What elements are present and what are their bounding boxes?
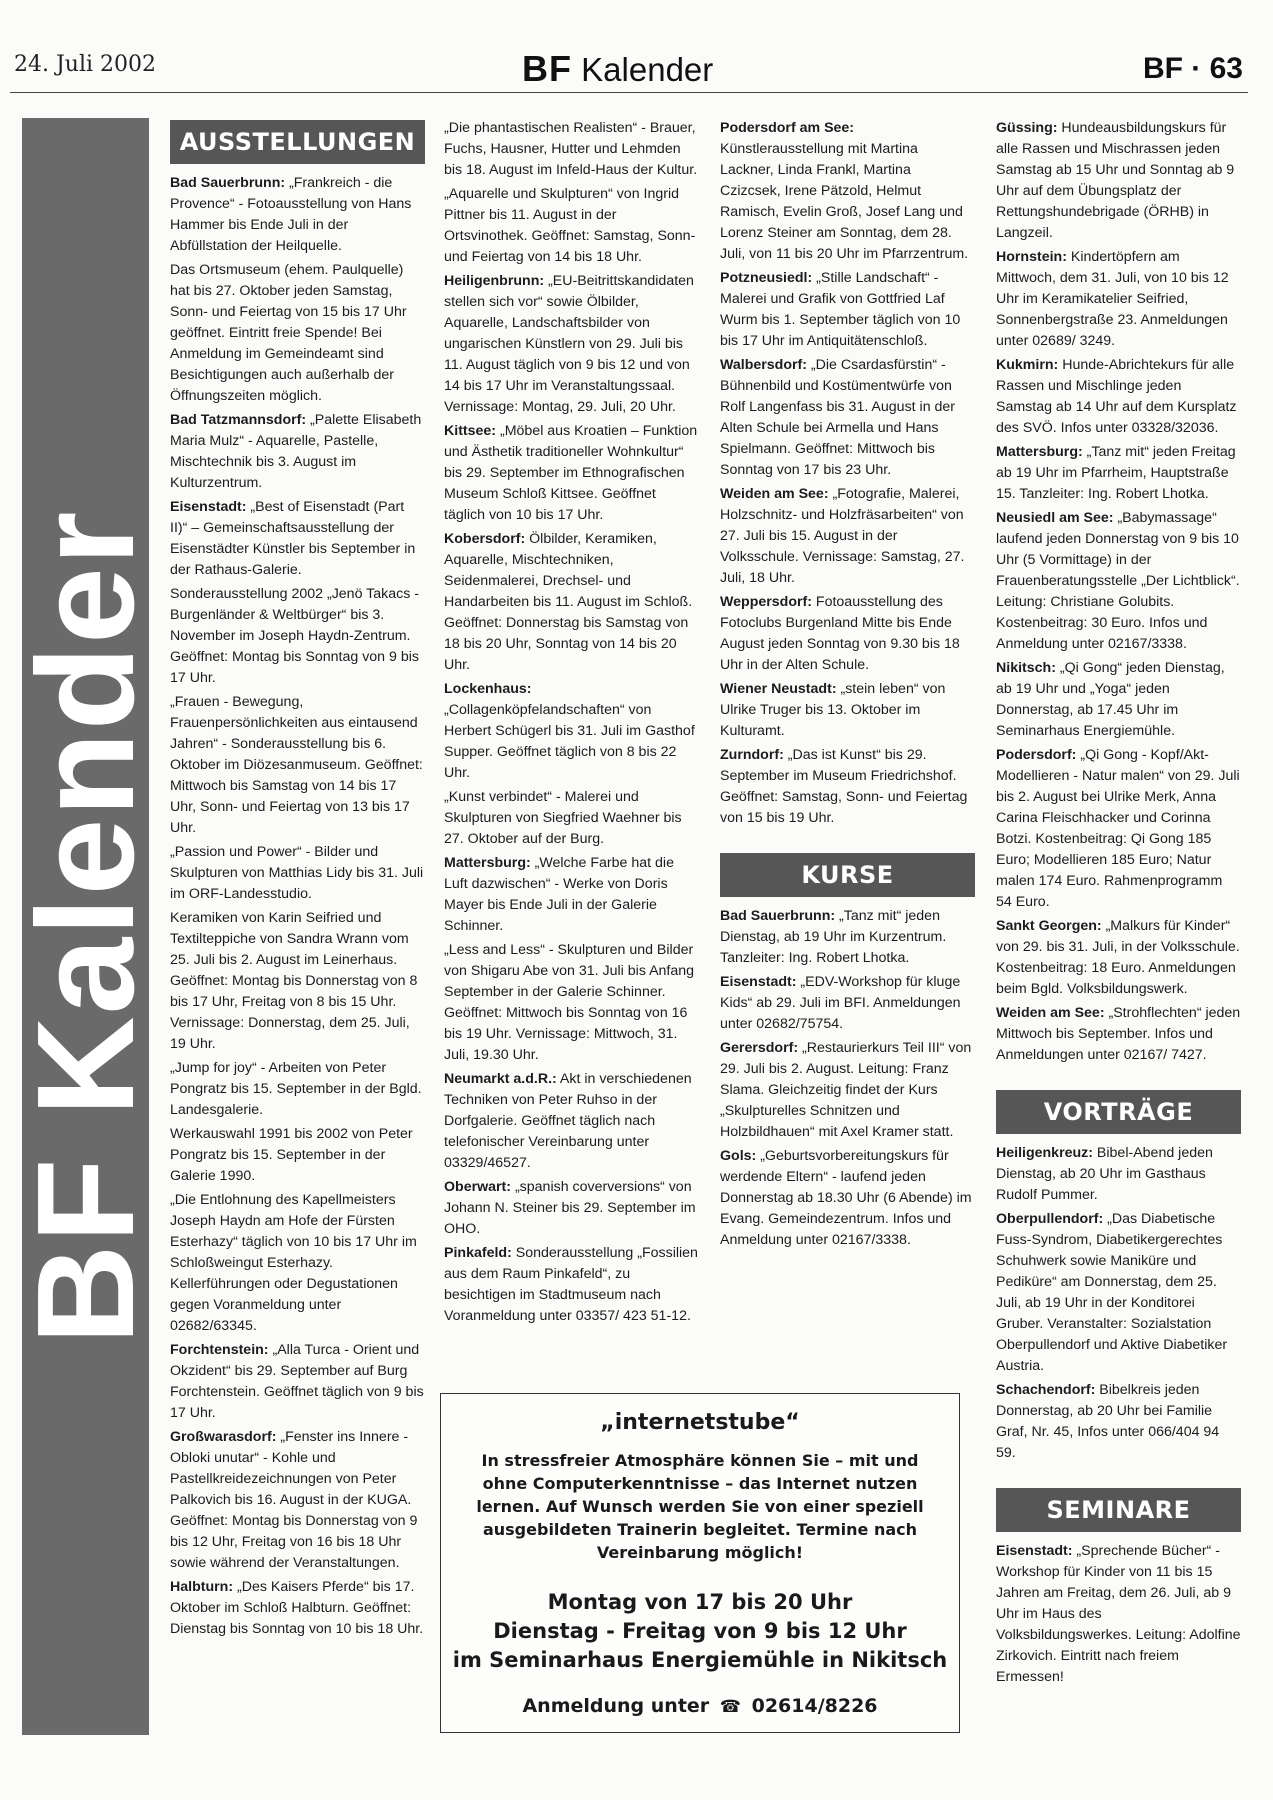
entry-place: Hornstein: <box>996 249 1067 265</box>
entry-place: Güssing: <box>996 120 1058 136</box>
page-number: BF · 63 <box>1142 52 1243 85</box>
entry-text: Das Ortsmuseum (ehem. Paulquelle) hat bis 27. Oktober jeden Samstag, Sonn- und Feiertag von 15 bis 17 Uhr geöffnet. Eintritt freie Spende! Bei Anmeldung im Gemeindeamt sind Besichtigungen auch außerhalb der Öffnungszeiten möglich. <box>170 262 407 404</box>
ad-time-line: Dienstag - Freitag von 9 bis 12 Uhr <box>493 1619 907 1643</box>
entry-place: Eisenstadt: <box>720 974 797 990</box>
entry-text: Bibel-Abend jeden Dienstag, ab 20 Uhr im Gasthaus Rudolf Pummer. <box>996 1145 1213 1203</box>
calendar-entry <box>996 1143 1241 1206</box>
entry-text: „Aquarelle und Skulpturen“ von Ingrid Pittner bis 11. August in der Ortsvinothek. Geöffnet: Samstag, Sonn- und Feiertag von 14 bis 18 Uhr. <box>444 186 696 265</box>
entry-text: „Restaurierkurs Teil III“ von 29. Juli bis 2. August. Leitung: Franz Slama. Gleichzeitig findet der Kurs „Skulpturelles Schnitzen und Holzbildhauen“ mit Axel Kramer statt. <box>720 1040 972 1140</box>
entry-place: Mattersburg: <box>996 444 1083 460</box>
entry-place: Weiden am See: <box>996 1005 1105 1021</box>
ad-phone-number: 02614/8226 <box>751 1695 878 1717</box>
entry-text: „Best of Eisenstadt (Part II)“ – Gemeinschaftsausstellung der Eisenstädter Künstler bis September in der Rathaus-Galerie. <box>170 499 416 578</box>
entry-place: Halbturn: <box>170 1579 234 1595</box>
calendar-entry <box>996 1380 1241 1464</box>
entry-place: Nikitsch: <box>996 660 1056 676</box>
entry-place: Gerersdorf: <box>720 1040 799 1056</box>
calendar-entry <box>444 787 699 850</box>
entry-place: Eisenstadt: <box>170 499 247 515</box>
calendar-entry <box>996 247 1241 352</box>
entry-text: „Malkurs für Kinder“ von 29. bis 31. Juli, in der Volksschule. Kostenbeitrag: 18 Euro. Anmeldungen beim Bgld. Volksbildungswerk. <box>996 918 1240 997</box>
telephone-icon: ☎ <box>719 1697 741 1717</box>
entry-text: „Jump for joy“ - Arbeiten von Peter Pongratz bis 15. September in der Bgld. Landesgalerie. <box>170 1060 422 1118</box>
calendar-entry <box>996 118 1241 244</box>
calendar-entry <box>170 1340 425 1424</box>
entry-text: Bibelkreis jeden Donnerstag, ab 20 Uhr bei Familie Graf, Nr. 45, Infos unter 066/404 94 59. <box>996 1382 1220 1461</box>
entry-place: Lockenhaus: <box>444 681 532 697</box>
entry-text: „Des Kaisers Pferde“ bis 17. Oktober im Schloß Halbturn. Geöffnet: Dienstag bis Sonntag von 10 bis 18 Uhr. <box>170 1579 424 1637</box>
entry-place: Heiligenbrunn: <box>444 273 545 289</box>
entry-text: Hunde-Abrichtekurs für alle Rassen und Mischlinge jeden Samstag ab 14 Uhr auf dem Kursplatz des SVÖ. Infos unter 03328/32036. <box>996 357 1237 436</box>
calendar-entry <box>996 658 1241 742</box>
calendar-entry <box>170 260 425 407</box>
entry-text: „Alla Turca - Orient und Okzident“ bis 29. September auf Burg Forchtenstein. Geöffnet täglich von 9 bis 17 Uhr. <box>170 1342 424 1421</box>
column-4 <box>996 118 1241 1691</box>
entry-place: Sankt Georgen: <box>996 918 1102 934</box>
calendar-entry <box>996 442 1241 505</box>
calendar-entry <box>720 268 975 352</box>
entry-text: „Less and Less“ - Skulpturen und Bilder von Shigaru Abe von 31. Juli bis Anfang September in der Galerie Schinner. Geöffnet: Mittwoch bis Sonntag von 16 bis 19 Uhr. Vernissage: Mittwoch, 31. Juli, 19.30 Uhr. <box>444 942 695 1063</box>
entry-text: Künstlerausstellung mit Martina Lackner, Linda Frankl, Martina Czizcsek, Irene Pätzold, Helmut Ramisch, Evelin Groß, Josef Lang und Lorenz Steiner am Sonntag, dem 28. Juli, von 11 bis 20 Uhr im Pfarrzentrum. <box>720 141 969 262</box>
calendar-entry <box>444 118 699 181</box>
entry-place: Oberwart: <box>444 1179 512 1195</box>
entry-text: „Die phantastischen Realisten“ - Brauer, Fuchs, Hausner, Hutter und Lehmden bis 18. August im Infeld-Haus der Kultur. <box>444 120 698 178</box>
entry-place: Kobersdorf: <box>444 531 526 547</box>
calendar-entry <box>996 1209 1241 1377</box>
calendar-entry <box>720 118 975 265</box>
entry-text: Sonderausstellung 2002 „Jenö Takacs - Burgenländer & Weltbürger“ bis 3. November im Joseph Haydn-Zentrum. Geöffnet: Montag bis Sonntag von 9 bis 17 Uhr. <box>170 586 419 686</box>
calendar-entry <box>444 853 699 937</box>
calendar-entry <box>996 916 1241 1000</box>
section-header-title <box>522 48 713 90</box>
calendar-entry <box>720 484 975 589</box>
calendar-entry <box>720 679 975 742</box>
entry-text: „EDV-Workshop für kluge Kids“ ab 29. Juli im BFI. Anmeldungen unter 02682/75754. <box>720 974 961 1032</box>
entry-text: „Sprechende Bücher“ - Workshop für Kinder von 11 bis 15 Jahren am Freitag, dem 26. Juli, ab 9 Uhr im Haus des Volksbildungswerkes. Leitung: Adolfine Zirkovich. Eintritt nach freiem Ermessen! <box>996 1543 1241 1685</box>
entry-text: „EU-Beitrittskandidaten stellen sich vor“ sowie Ölbilder, Aquarelle, Landschaftsbilder von ungarischen Künstlern von 29. Juli bis 11. August täglich von 9 bis 12 und von 14 bis 17 Uhr im Veranstaltungssaal. Vernissage: Montag, 29. Juli, 20 Uhr. <box>444 273 694 415</box>
ad-times <box>441 1588 959 1675</box>
entry-list-col3-kurse <box>720 906 975 1251</box>
calendar-entry <box>720 1038 975 1143</box>
calendar-entry <box>996 1003 1241 1066</box>
calendar-entry <box>170 1058 425 1121</box>
entry-place: Oberpullendorf: <box>996 1211 1104 1227</box>
entry-text: Keramiken von Karin Seifried und Textilteppiche von Sandra Wrann vom 25. Juli bis 2. August im Leinerhaus. Geöffnet: Montag bis Donnerstag von 8 bis 17 Uhr, Freitag von 8 bis 15 Uhr. Vernissage: Donnerstag, dem 25. Juli, 19 Uhr. <box>170 910 418 1052</box>
calendar-entry <box>444 421 699 526</box>
ad-time-line: Montag von 17 bis 20 Uhr <box>547 1590 853 1614</box>
calendar-entry <box>444 679 699 784</box>
calendar-entry <box>170 692 425 839</box>
section-title-seminare: SEMINARE <box>996 1488 1241 1532</box>
entry-place: Bad Sauerbrunn: <box>720 908 836 924</box>
entry-text: „Strohflechten“ jeden Mittwoch bis September. Infos und Anmeldungen unter 02167/ 7427. <box>996 1005 1241 1063</box>
ad-phone <box>441 1695 959 1717</box>
entry-text: Ölbilder, Keramiken, Aquarelle, Mischtechniken, Seidenmalerei, Drechsel- und Handarbeiten bis 11. August im Schloß. Geöffnet: Donnerstag bis Samstag von 18 bis 20 Uhr, Sonntag von 14 bis 20 Uhr. <box>444 531 693 673</box>
issue-date: 24. Juli 2002 <box>14 52 157 77</box>
entry-place: Kukmirn: <box>996 357 1059 373</box>
entry-place: Walbersdorf: <box>720 357 807 373</box>
sidebar-banner <box>8 118 163 1735</box>
entry-place: Eisenstadt: <box>996 1543 1073 1559</box>
column-1 <box>170 118 425 1643</box>
calendar-entry <box>170 1190 425 1337</box>
calendar-entry <box>720 592 975 676</box>
entry-text: „Qi Gong“ jeden Dienstag, ab 19 Uhr und „Yoga“ jeden Donnerstag, ab 17.45 Uhr im Seminarhaus Energiemühle. <box>996 660 1225 739</box>
calendar-entry <box>996 745 1241 913</box>
entry-place: Potzneusiedl: <box>720 270 813 286</box>
entry-text: „Qi Gong - Kopf/Akt-Modellieren - Natur malen“ von 29. Juli bis 2. August bei Ulrike Merk, Anna Carina Fleischhacker und Corinna Botzi. Kostenbeitrag: Qi Gong 185 Euro; Modellieren 185 Euro; Natur malen 174 Euro. Rahmenprogramm 54 Euro. <box>996 747 1240 910</box>
calendar-entry <box>444 1243 699 1327</box>
calendar-entry <box>170 1427 425 1574</box>
calendar-entry <box>444 1069 699 1174</box>
ad-phone-label: Anmeldung unter <box>522 1695 710 1717</box>
entry-text: Hundeausbildungskurs für alle Rassen und Mischrassen jeden Samstag ab 15 Uhr und Sonntag ab 9 Uhr auf dem Übungsplatz der Rettungshundebrigade (ÖRHB) in Langzeil. <box>996 120 1235 241</box>
entry-place: Zurndorf: <box>720 747 784 763</box>
calendar-entry <box>444 529 699 676</box>
ad-time-line: im Seminarhaus Energiemühle in Nikitsch <box>452 1648 948 1672</box>
entry-place: Großwarasdorf: <box>170 1429 277 1445</box>
entry-place: Podersdorf: <box>996 747 1077 763</box>
entry-text: „Fotografie, Malerei, Holzschnitz- und Holzfräsarbeiten“ von 27. Juli bis 15. August in der Volksschule. Vernissage: Samstag, 27. Juli, 18 Uhr. <box>720 486 965 586</box>
section-title-ausstellungen: AUSSTELLUNGEN <box>170 120 425 164</box>
header-rule <box>10 92 1248 93</box>
entry-text: „Geburtsvorbereitungskurs für werdende Eltern“ - laufend jeden Donnerstag ab 18.30 Uhr (6 Abende) im Evang. Gemeindezentrum. Infos und Anmeldung unter 02167/3338. <box>720 1148 972 1248</box>
entry-text: „Welche Farbe hat die Luft dazwischen“ - Werke von Doris Mayer bis Ende Juli in der Galerie Schinner. <box>444 855 674 934</box>
entry-place: Podersdorf am See: <box>720 120 855 136</box>
entry-place: Gols: <box>720 1148 757 1164</box>
entry-text: „Tanz mit“ jeden Freitag ab 19 Uhr im Pfarrheim, Hauptstraße 15. Tanzleiter: Ing. Robert Lhotka. <box>996 444 1236 502</box>
entry-text: „Das ist Kunst“ bis 29. September im Museum Friedrichshof. Geöffnet: Samstag, Sonn- und Feiertag von 15 bis 19 Uhr. <box>720 747 968 826</box>
entry-place: Kittsee: <box>444 423 497 439</box>
entry-text: „Frankreich - die Provence“ - Fotoausstellung von Hans Hammer bis Ende Juli in der Abfüllstation der Heilquelle. <box>170 175 412 254</box>
entry-place: Weiden am See: <box>720 486 829 502</box>
calendar-entry <box>720 906 975 969</box>
entry-text: „stein leben“ von Ulrike Truger bis 13. Oktober im Kulturamt. <box>720 681 946 739</box>
entry-place: Heiligenkreuz: <box>996 1145 1093 1161</box>
calendar-entry <box>170 842 425 905</box>
entry-place: Schachendorf: <box>996 1382 1096 1398</box>
column-2 <box>444 118 699 1330</box>
bf-logo: BF <box>522 48 572 89</box>
section-header-word: Kalender <box>581 51 714 88</box>
calendar-entry <box>170 1124 425 1187</box>
calendar-entry <box>720 1146 975 1251</box>
calendar-entry <box>170 584 425 689</box>
calendar-entry <box>444 940 699 1066</box>
entry-place: Bad Tatzmannsdorf: <box>170 412 307 428</box>
entry-place: Pinkafeld: <box>444 1245 512 1261</box>
entry-place: Neumarkt a.d.R.: <box>444 1071 557 1087</box>
calendar-entry <box>996 508 1241 655</box>
entry-text: Akt in verschiedenen Techniken von Peter Ruhso in der Dorfgalerie. Geöffnet täglich nach telefonischer Vereinbarung unter 03329/46527. <box>444 1071 692 1171</box>
entry-list-col1 <box>170 173 425 1640</box>
entry-list-col2 <box>444 118 699 1327</box>
calendar-entry <box>444 271 699 418</box>
ad-body: In stressfreier Atmosphäre können Sie – mit und ohne Computerkenntnisse – das Internet nutzen lernen. Auf Wunsch werden Sie von einer speziell ausgebildeten Trainerin begleitet. Termine nach Vereinbarung möglich! <box>476 1451 924 1562</box>
entry-text: „Stille Landschaft“ - Malerei und Grafik von Gottfried Laf Wurm bis 1. September täglich von 10 bis 17 Uhr im Antiquitätenschloß. <box>720 270 961 349</box>
entry-text: „Möbel aus Kroatien – Funktion und Ästhetik traditioneller Wohnkultur“ bis 29. September im Ethnografischen Museum Schloß Kittsee. Geöffnet täglich von 10 bis 17 Uhr. <box>444 423 698 523</box>
entry-text: „Das Diabetische Fuss-Syndrom, Diabetikergerechtes Schuhwerk sowie Maniküre und Pediküre“ am Donnerstag, dem 25. Juli, ab 19 Uhr in der Konditorei Gruber. Veranstalter: Sozialstation Oberpullendorf und Aktive Diabetiker Austria. <box>996 1211 1228 1374</box>
entry-place: Neusiedl am See: <box>996 510 1114 526</box>
entry-text: „Fenster ins Innere - Obloki unutar“ - Kohle und Pastellkreidezeichnungen von Peter Palkovich bis 16. August in der KUGA. Geöffnet: Montag bis Donnerstag von 9 bis 12 Uhr, Freitag von 16 bis 18 Uhr sowie während der Veranstaltungen. <box>170 1429 418 1571</box>
internetstube-ad-box <box>440 1393 960 1733</box>
entry-text: Fotoausstellung des Fotoclubs Burgenland Mitte bis Ende August jeden Sonntag von 9.30 bis 18 Uhr in der Alten Schule. <box>720 594 960 673</box>
entry-list-col4-seminare <box>996 1541 1241 1688</box>
calendar-entry <box>170 1577 425 1640</box>
calendar-entry <box>996 355 1241 439</box>
entry-text: Kindertöpfern am Mittwoch, dem 31. Juli, von 10 bis 12 Uhr im Keramikatelier Seifried, Sonnenbergstraße 23. Anmeldungen unter 02689/ 3249. <box>996 249 1229 349</box>
calendar-entry <box>444 1177 699 1240</box>
entry-text: Sonderausstellung „Fossilien aus dem Raum Pinkafeld“, zu besichtigen im Stadtmuseum nach Voranmeldung unter 03357/ 423 51-12. <box>444 1245 698 1324</box>
calendar-entry <box>170 410 425 494</box>
calendar-entry <box>720 972 975 1035</box>
calendar-entry <box>720 355 975 481</box>
entry-text: „Tanz mit“ jeden Dienstag, ab 19 Uhr im Kurzentrum. Tanzleiter: Ing. Robert Lhotka. <box>720 908 947 966</box>
sidebar-banner-text: BF Kalender <box>8 509 163 1344</box>
calendar-entry <box>996 1541 1241 1688</box>
entry-text: „Passion und Power“ - Bilder und Skulpturen von Matthias Lidy bis 31. Juli im ORF-Landesstudio. <box>170 844 424 902</box>
entry-place: Forchtenstein: <box>170 1342 269 1358</box>
entry-text: „spanish coverversions“ von Johann N. Steiner bis 29. September im OHO. <box>444 1179 696 1237</box>
section-title-vortraege: VORTRÄGE <box>996 1090 1241 1134</box>
entry-place: Wiener Neustadt: <box>720 681 837 697</box>
calendar-entry <box>444 184 699 268</box>
entry-text: „Frauen - Bewegung, Frauenpersönlichkeiten aus eintausend Jahren“ - Sonderausstellung bis 6. Oktober im Diözesanmuseum. Geöffnet: Mittwoch bis Samstag von 14 bis 17 Uhr, Sonn- und Feiertag von 13 bis 17 Uhr. <box>170 694 423 836</box>
entry-place: Weppersdorf: <box>720 594 812 610</box>
calendar-entry <box>170 908 425 1055</box>
entry-place: Bad Sauerbrunn: <box>170 175 286 191</box>
ad-title: „internetstube“ <box>600 1410 800 1435</box>
calendar-entry <box>170 497 425 581</box>
entry-list-col3-ausstellungen <box>720 118 975 829</box>
entry-list-col4-kurse <box>996 118 1241 1066</box>
entry-text: „Palette Elisabeth Maria Mulz“ - Aquarelle, Pastelle, Mischtechnik bis 3. August im Kulturzentrum. <box>170 412 422 491</box>
entry-text: Werkauswahl 1991 bis 2002 von Peter Pongratz bis 15. September in der Galerie 1990. <box>170 1126 413 1184</box>
entry-text: „Babymassage“ laufend jeden Donnerstag von 9 bis 10 Uhr (5 Vormittage) in der Frauenberatungsstelle „Der Lichtblick“. Leitung: Christiane Golubits. Kostenbeitrag: 30 Euro. Infos und Anmeldung unter 02167/3338. <box>996 510 1240 652</box>
page-header <box>0 0 1273 95</box>
entry-text: „Die Csardasfürstin“ - Bühnenbild und Kostümentwürfe von Rolf Langenfass bis 31. August in der Alten Schule bei Armella und Hans Spielmann. Geöffnet: Mittwoch bis Sonntag von 17 bis 23 Uhr. <box>720 357 956 478</box>
calendar-entry <box>170 173 425 257</box>
entry-text: „Die Entlohnung des Kapellmeisters Joseph Haydn am Hofe der Fürsten Esterhazy“ täglich von 10 bis 17 Uhr im Schloßweingut Esterhazy. Kellerführungen oder Degustationen gegen Voranmeldung unter 02682/63345. <box>170 1192 417 1334</box>
entry-text: „Kunst verbindet“ - Malerei und Skulpturen von Siegfried Waehner bis 27. Oktober auf der Burg. <box>444 789 682 847</box>
entry-place: Mattersburg: <box>444 855 531 871</box>
calendar-entry <box>720 745 975 829</box>
entry-list-col4-vortraege <box>996 1143 1241 1464</box>
column-3 <box>720 118 975 1254</box>
section-title-kurse: KURSE <box>720 853 975 897</box>
entry-text: „Collagenköpfelandschaften“ von Herbert Schügerl bis 31. Juli im Gasthof Supper. Geöffnet täglich von 8 bis 22 Uhr. <box>444 702 695 781</box>
